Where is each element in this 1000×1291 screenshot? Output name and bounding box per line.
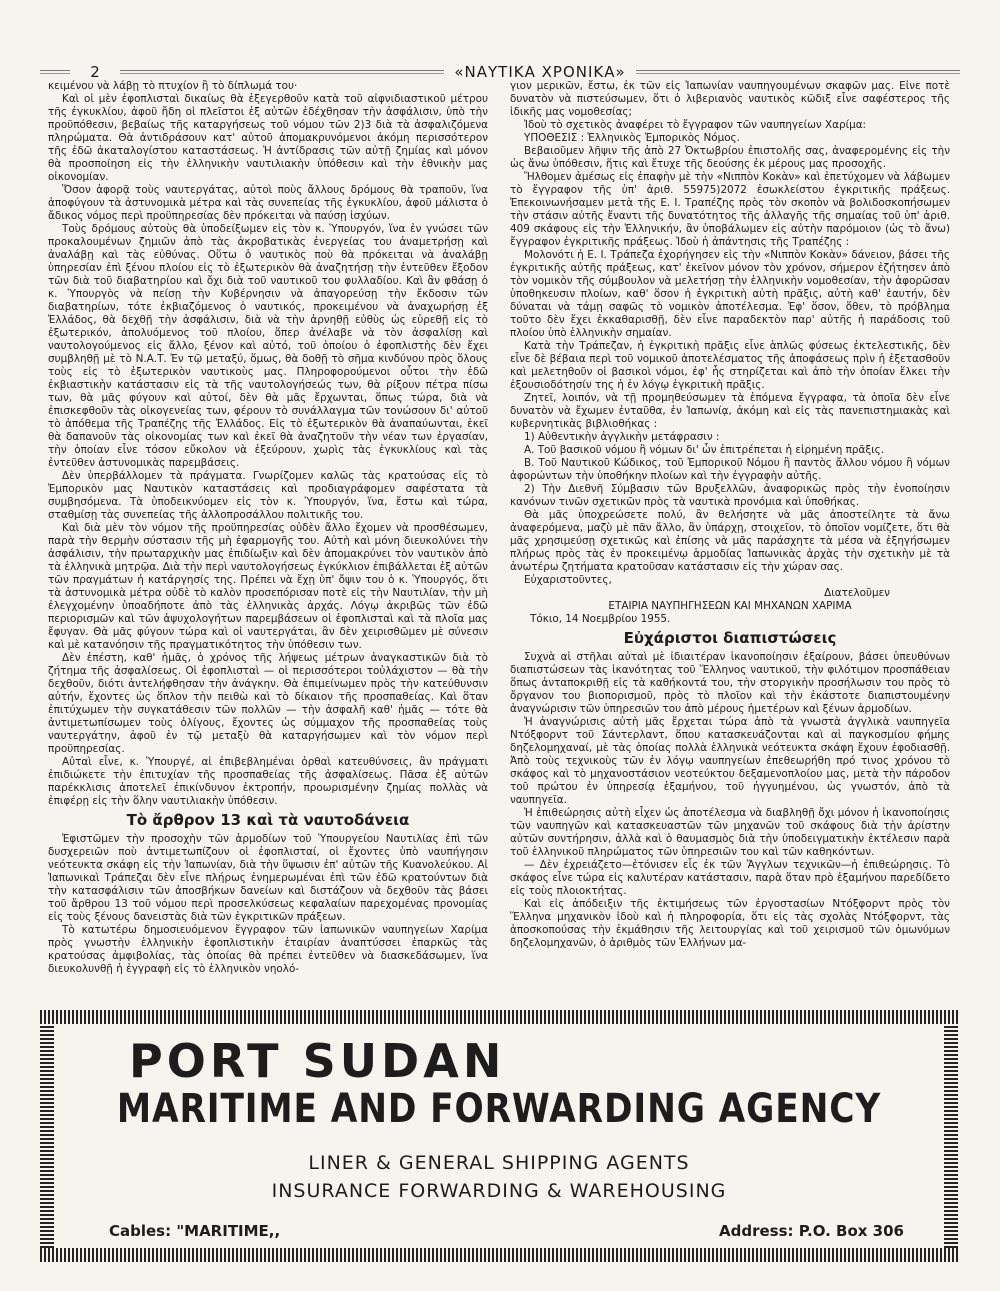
paragraph: Βεβαιοῦμεν λῆψιν τῆς ἀπὸ 27 Ὀκτωβρίου ἐπιστολῆς σας, ἀναφερομένης εἰς τὴν ὡς ἄνω ὑπόθεσιν, ἥτις καὶ ἔτυχε τῆς δεούσης ἐκ μέρους μας προσοχῆς.: [510, 145, 950, 170]
paragraph: Εὐχαριστοῦντες,: [524, 574, 612, 586]
signature-date: Τόκιο, 14 Νοεμβρίου 1955.: [530, 613, 671, 625]
header-rule-right: [636, 70, 960, 74]
ad-border-bottom: [40, 1248, 958, 1262]
paragraph: ΥΠΟΘΕΣΙΣ : Ἑλληνικὸς Ἐμπορικὸς Νόμος.: [524, 132, 740, 144]
signature-company: ΕΤΑΙΡΙΑ ΝΑΥΠΗΓΗΣΕΩΝ ΚΑΙ ΜΗΧΑΝΩΝ ΧΑΡΙΜΑ: [608, 600, 852, 612]
ad-title-agency: MARITIME AND FORWARDING AGENCY: [116, 1086, 882, 1132]
left-column: [48, 80, 488, 1010]
ad-cables: Cables: "MARITIME,,: [109, 1222, 281, 1240]
page-header: [40, 62, 960, 82]
paragraph: Β. Τοῦ Ναυτικοῦ Κώδικος, τοῦ Ἐμπορικοῦ Νόμου ἢ παντὸς ἄλλου νόμου ἢ νόμων ἀφορώντων τὴν ὑποθήκην πλοίων καὶ τὴν ἐγγραφὴν αὐτῆς.: [510, 457, 950, 482]
paragraph: Δὲν ὑπερβάλλομεν τὰ πράγματα. Γνωρίζομεν καλῶς τὰς κρατούσας εἰς τὸ Ἐμπορικὸν μας Ναυτικὸν καταστάσεις καὶ προδιαγράφομεν σαφέστατα τὰ συμβησόμενα. Τὰ ὑποδεικνύομεν εἰς τὸν κ. Ὑπουργόν, ἵνα, ἔστω καὶ τώρα, σταθμίσῃ τὰς συνεπείας τῆς ἀλλοπροσάλλου πολιτικῆς του.: [48, 470, 488, 521]
paragraph: Καὶ εἰς ἀπόδειξιν τῆς ἐκτιμήσεως τῶν ἐργοστασίων Ντόξφορντ πρὸς τὸν Ἕλληνα μηχανικὸν ἰδοὺ καὶ ἡ πληροφορία, ὅτι εἰς τὰς σχολὰς Ντόξφορντ, τὰς ἀποσκοπούσας τὴν ἐκμάθησιν τῆς λειτουργίας καὶ τοῦ χειρισμοῦ τῶν ὁμωνύμων δηζελομηχανῶν, ὁ ἀριθμὸς τῶν Ἑλλήνων μα-: [510, 897, 950, 949]
section-heading-article-13: Τὸ ἄρθρον 13 καὶ τὰ ναυτοδάνεια: [126, 811, 410, 829]
ad-title-port-sudan: PORT SUDAN: [129, 1034, 506, 1088]
paragraph: — Δὲν ἐχρειάζετο—ἐτόνισεν εἷς ἐκ τῶν Ἄγγλων τεχνικῶν—ἡ ἐπιθεώρησις. Τὸ σκάφος εἶνε τώρα εἰς καλυτέραν κατάστασιν, παρὰ ὅταν πρὸ ἑξαμήνου παρεδίδετο εἰς τοὺς πλοιοκτήτας.: [510, 858, 950, 897]
header-rule-left: [40, 70, 70, 74]
header-rule-middle: [120, 70, 444, 74]
paragraph: Καὶ διὰ μὲν τὸν νόμον τῆς προϋπηρεσίας οὐδὲν ἄλλο ἔχομεν νὰ προσθέσωμεν, παρὰ τὴν θερμὴν σύστασιν τῆς μὴ ἐφαρμογῆς του. Αὐτὴ καὶ μόνη διευκολύνει τὴν ἀσφάλισιν, τὴν πρωταρχικὴν μας ἐπιδίωξιν καὶ δὲν ἀπομακρύνει τὸν ναυτικὸν ἀπὸ τὰ ἑλληνικὰ μητρῷα. Διὰ τὴν περὶ ναυτολογήσεως ἐγκύκλιον ἐπιβάλλεται ἐξ αὐτῶν τῶν πραγμάτων ἡ κατάργησίς της. Πρέπει νὰ ἔχῃ ὑπ' ὄψιν του ὁ κ. Ὑπουργός, ὅτι τὰ ἀστυνομικὰ μέτρα οὐδὲ τὸ καλὸν προσεπόρισαν ποτὲ εἰς τὴν Ναυτιλίαν, τὴν μὴ ἐλεγχομένην ὑποαδήποτε ἀπὸ τὰς ἑλληνικὰς ἀρχάς. Λόγῳ ἀκριβῶς τῶν ἐδῶ περιορισμῶν καὶ τῶν ἀψυχολογήτων παρεμβάσεων οἱ ἐφοπλισταὶ καὶ τὰ πλοῖα μας ἔφυγαν. Θὰ μᾶς φύγουν τώρα καὶ οἱ ναυτεργάται, ἂν δὲν χειρισθῶμεν μὲ σύνεσιν καὶ μὲ κατανόησιν τῆς πραγματικότητος τὴν ὑπόθεσιν των.: [48, 522, 488, 651]
paragraph: Ὅσον ἀφορᾷ τοὺς ναυτεργάτας, αὐτοὶ ποὺς ἄλλους δρόμους θὰ τραποῦν, ἵνα ἀποφύγουν τὰ ἀστυνομικὰ μέτρα καὶ τὰς συνεπείας τῆς ἐγκυκλίου, ἀφοῦ μάλιστα ὁ ἄδικος νόμος περὶ προϋπηρεσίας δὲν πρόκειται νὰ παύσῃ ἰσχύων.: [48, 184, 488, 222]
paragraph: Ἤλθομεν ἀμέσως εἰς ἐπαφὴν μὲ τὴν «Νιππὸν Κοκὰν» καὶ ἐπετύχομεν νὰ λάβωμεν τὸ ἔγγραφον τῆς ὑπ' ἀριθ. 55975)2072 ἐσωκλείστου ἐγκριτικῆς πράξεως. Ἐπεκοινωνήσαμεν μετὰ τῆς Ε. Ι. Τραπέζης πρὸς τὸν σκοπὸν νὰ βολιδοσκοπήσωμεν τὴν στάσιν αὐτῆς ἔναντι τῆς δυνατότητος τῆς ἀλλαγῆς τῆς σημαίας τοῦ ὑπ' ἀριθ. 409 σκάφους εἰς τὴν Ἑλληνικήν, ἂν ὑποβάλωμεν εἰς αὐτὴν παρόμοιον (ὡς τὸ ἄνω) ἔγγραφον ἐγκριτικῆς πράξεως. Ἰδοὺ ἡ ἀπάντησις τῆς Τραπέζης :: [510, 171, 950, 248]
paragraph: Τὸ κατωτέρω δημοσιευόμενον ἔγγραφον τῶν ἰαπωνικῶν ναυπηγείων Χαρίμα πρὸς γνωστὴν ἑλληνικὴν ἐφοπλιστικὴν ἑταιρίαν ἀναπτύσσει ἐπαρκῶς τὰς κρατούσας ἀμφιβολίας, τὰς ὁποίας θὰ πρέπει ἐντεῦθεν νὰ διασκεδάσωμεν, ἵνα διευκολυνθῇ ἡ ἐγγραφὴ εἰς τὸ ἑλληνικὸν νηολό-: [48, 923, 488, 975]
signature-closing: Διατελοῦμεν: [824, 587, 890, 599]
section-heading-pleasant-findings: Εὐχάριστοι διαπιστώσεις: [623, 629, 837, 647]
article-columns: [48, 80, 950, 1010]
paragraph: Κατὰ τὴν Τράπεζαν, ἡ ἐγκριτικὴ πρᾶξις εἶνε ἁπλῶς φύσεως ἐκτελεστικῆς, δὲν εἶνε δὲ βέβαια περὶ τοῦ νομικοῦ ἀποτελέσματος τῆς ἀποφάσεως πρὶν ἡ ἐξετασθοῦν καὶ μελετηθοῦν οἱ βασικοὶ νόμοι, ἐφ' ἧς στηρίζεται καὶ ἀπὸ τὴν ὁποίαν ἕλκει τὴν ἐξουσιοδότησίν της ἡ ἐν λόγῳ ἐγκριτικὴ πρᾶξις.: [510, 340, 950, 391]
paragraph: Α. Τοῦ βασικοῦ νόμου ἢ νόμων δι' ὧν ἐπιτρέπεται ἡ εἰρημένη πρᾶξις.: [524, 444, 885, 456]
paragraph: Ἐφιστῶμεν τὴν προσοχὴν τῶν ἁρμοδίων τοῦ Ὑπουργείου Ναυτιλίας ἐπὶ τῶν δυσχερειῶν ποὺ ἀντιμετωπίζουν οἱ ἐφοπλισταί, οἱ ἔχοντες ὑπὸ ναυπήγησιν νεότευκτα σκάφη εἰς τὴν Ἰαπωνίαν, διὰ τὴν ὕψωσιν ἐπ' αὐτῶν τῆς Κυανολεύκου. Αἱ Ἰαπωνικαὶ Τράπεζαι δὲν εἶνε πλήρως ἐνημερωμέναι ἐπὶ τῶν ἐδῶ κρατούντων διὰ τὴν κατασφάλισιν τῶν ἀποσβήκων δανείων καὶ διστάζουν νὰ δεχθοῦν τὰς βάσει τοῦ ἄρθρου 13 τοῦ νόμου περὶ προσελκύσεως κεφαλαίων παρεχομένας προνομίας εἰς τοὺς ξένους δανειστὰς διὰ τῶν ἐγκριτικῶν πράξεων.: [48, 832, 488, 923]
paragraph: Συχνὰ αἱ στῆλαι αὐταὶ μὲ ἰδιαιτέραν ἱκανοποίησιν ἐξαίρουν, βάσει ὑπευθύνων διαπιστώσεων τὰς ἱκανότητας τοῦ Ἕλληνος ναυτικοῦ, τὴν φιλότιμον προσπάθειαν ὅπως ἀνταποκριθῇ εἰς τὰ καθήκοντά του, τὴν στοργικὴν προσήλωσιν του πρὸς τὸ ὄργανον του βιοπορισμοῦ, πρὸς τὸ πλοῖον καὶ τὴν ἑκάστοτε διαπιστουμένην ἀναγνώρισιν τῶν ὑπηρεσιῶν του ἀπὸ μέρους ἡμετέρων καὶ ξένων ἁρμοδίων.: [510, 650, 950, 715]
running-head: «ΝΑΥΤΙΚΑ ΧΡΟΝΙΚΑ»: [454, 63, 626, 81]
ad-border-left: [40, 1024, 54, 1248]
paragraph: 1) Αὐθεντικὴν ἀγγλικὴν μετάφρασιν :: [524, 431, 720, 443]
paragraph: κειμένου νὰ λάβῃ τὸ πτυχίον ἢ τὸ δίπλωμά του·: [48, 80, 298, 92]
paragraph: Τοὺς δρόμους αὐτοὺς θὰ ὑποδείξωμεν εἰς τὸν κ. Ὑπουργόν, ἵνα ἐν γνώσει τῶν προκαλουμένων ζημιῶν ἀπὸ τὰς ἀκροβατικὰς ἐνεργείας του ἀναμετρήσῃ καὶ ἀναλάβῃ καὶ τὰς εὐθύνας. Οὕτω ὁ ναυτικὸς ποὺ θὰ πρόκειται νὰ ἀναλάβῃ ὑπηρεσίαν ἐπὶ ξένου πλοίου εἰς τὸ ἐξωτερικὸν θὰ ἀναζητήσῃ τὴν ἐντεῦθεν ἔξοδον τῶν διὰ τοῦ διαβατηρίου καὶ ὄχι διὰ τοῦ ναυτικοῦ του φυλλαδίου. Καὶ ἂν φθάσῃ ὁ κ. Ὑπουργὸς νὰ πείσῃ τὴν Κυβέρνησιν νὰ ἀπαγορεύσῃ τὴν ἔκδοσιν τῶν διαβατηρίων, τότε ἐκβιαζόμενος ὁ ναυτικός, προκειμένου νὰ ἀναχωρήσῃ ἐξ Ἑλλάδος, θὰ δεχθῇ τὴν ἀσφάλισιν, διὰ νὰ τὴν ἀρνηθῇ εὐθὺς ὡς εὑρεθῇ εἰς τὸ ἐξωτερικόν, ἀπολυόμενος τοῦ πλοίου, ὅπερ ἀνέλαβε νὰ τὸν ἀσφαλίσῃ καὶ ναυτολογούμενος εἰς ἄλλο, ξένον καὶ αὐτό, τοῦ ὁποίου ὁ ἐφοπλιστὴς δὲν ἔχει συμβληθῇ μὲ τὸ Ν.Α.Τ. Ἐν τῷ μεταξύ, ὅμως, θὰ δοθῇ τὸ σῆμα κινδύνου πρὸς ὅλους τοὺς εἰς τὸ ἐξωτερικὸν ναυτικοὺς μας. Πληροφορούμενοι οὗτοι τὴν ἐδῶ ἐκβιαστικὴν κατάστασιν εἰς τὰ τῆς ναυτολογήσεώς των, θὰ ρίξουν πέτρα πίσω των, θὰ μᾶς φύγουν καὶ αὐτοί, δὲν θὰ μᾶς ἔρχωνται, ὅπως τώρα, διὰ νὰ ἐπισκεφθοῦν τὰς οἰκογενείας των, φέρουν τὸ συνάλλαγμα τῶν τονώσουν δι' αὐτοῦ τὸ ἀπόθεμα τῆς Τραπέζης τῆς Ἑλλάδος. Εἰς τὸ ἐξωτερικὸν θὰ ἀναπαύωνται, ἐκεῖ θὰ δαπανοῦν τὰς οἰκονομίας των καὶ ἐκεῖ θὰ ἀναζητοῦν τὴν νέαν των ἐργασίαν, τὴν ὁποίαν εἶνε τόσον εὔκολον νὰ ἐξεύρουν, χωρὶς τὰς ἐγκυκλίους καὶ τὰς ἐντεῦθεν ἀστυνομικὰς παρεμβάσεις.: [48, 223, 488, 469]
paragraph: Ἡ ἀναγνώρισις αὐτὴ μᾶς ἔρχεται τώρα ἀπὸ τὰ γνωστὰ ἀγγλικὰ ναυπηγεῖα Ντόξφορντ τοῦ Σάντερλαντ, ὅπου κατασκευάζονται καὶ αἱ παγκοσμίου φήμης δηζελομηχαναί, μὲ τὰς ὁποίας πολλὰ ἑλληνικὰ νεότευκτα σκάφη ἔχουν ἐφοδιασθῇ. Ἀπὸ τοὺς τεχνικοὺς τῶν ἐν λόγῳ ναυπηγείων ἐπεθεωρήθη πρό τινος χρόνου τὸ σκάφος καὶ τὸ μηχανοστάσιον νεοτεύκτου δεξαμενοπλοίου μας, μετὰ τὴν πάροδον τοῦ πρώτου ἐν ὑπηρεσίᾳ ἑξαμήνου, τοῦ ἠγγυημένου, ὡς γνωστόν, ἀπὸ τὰ ναυπηγεῖα.: [510, 715, 950, 806]
paragraph: γιον μερικῶν, ἔστω, ἐκ τῶν εἰς Ἰαπωνίαν ναυπηγουμένων σκαφῶν μας. Εἶνε ποτὲ δυνατὸν νὰ πιστεύσωμεν, ὅτι ὁ λιβεριανὸς ναυτικὸς κῶδιξ εἶνε σαφέστερος τῆς ἰδικῆς μας νομοθεσίας;: [510, 80, 950, 118]
ad-body: [54, 1024, 944, 1248]
paragraph: Μολονότι ἡ Ε. Ι. Τράπεζα ἐχορήγησεν εἰς τὴν «Νιππὸν Κοκὰν» δάνειον, βάσει τῆς ἐγκριτικῆς αὐτῆς πράξεως, κατ' ἐκεῖνον μόνον τὸν χρόνον, σήμερον ἐζήτησεν ἀπὸ τὸν νομικὸν τῆς σύμβουλον νὰ μελετήσῃ τὴν ἑλληνικὴν νομοθεσίαν, τὴν ἀφορῶσαν ὑποθηκευσιν πλοίων, καθ' ὅσον ἡ ἐγκριτικὴ αὐτὴ πρᾶξις, αὐτὴ καθ' ἑαυτήν, δὲν δύναται νὰ τάμῃ σαφῶς τὸ νομικὸν ἀποτέλεσμα. Ἐφ' ὅσον, ὅθεν, τὸ πρόβλημα τοῦτο δὲν ἔχει ἐκκαθαρισθῇ, δὲν εἶνε παραδεκτὸν παρ' αὐτῆς ἡ παράδοσις τοῦ πλοίου ὑπὸ ἑλληνικὴν σημαίαν.: [510, 249, 950, 339]
ad-border-right: [944, 1024, 958, 1248]
paragraph: Θὰ μᾶς ὑποχρεώσετε πολύ, ἂν θελήσητε νὰ μᾶς ἀποστείλητε τὰ ἄνω ἀναφερόμενα, μαζὺ μὲ πᾶν ἄλλο, ἂν ὑπάρχῃ, στοιχεῖον, τὸ ὁποῖον νομίζετε, ὅτι θὰ μᾶς χρησιμεύσῃ σχετικῶς καὶ ἐπίσης νὰ μᾶς παράσχητε τὰ μέσα νὰ ἐξηγήσωμεν πλήρως πρὸς τὰς ἐν προκειμένῳ ἁρμοδίας Ἰαπωνικὰς ἀρχὰς τὴν σχετικὴν μὲ τὰ ἀνωτέρω ζητήματα κρατοῦσαν κατάστασιν εἰς τὴν χώραν σας.: [510, 509, 950, 573]
paragraph: Δὲν ἐπέστη, καθ' ἡμᾶς, ὁ χρόνος τῆς λήψεως μέτρων ἀναγκαστικῶν διὰ τὸ ζήτημα τῆς ἀσφαλίσεως. Οἱ ἐφοπλισταὶ — οἱ περισσότεροι τοὐλάχιστον — θὰ τὴν δεχθοῦν, διότι ἀντελήφθησαν τὴν ἀνάγκην. Θὰ ἐπιμείνωμεν πρὸς τὴν κατεύθυνσιν αὐτήν, ἔχοντες ὡς ὅπλον τὴν πειθὼ καὶ τὸ δίκαιον τῆς προσπαθείας. Καὶ ὅταν ἐπιτύχωμεν τὴν συγκατάθεσιν τῶν πολλῶν — τὴν ἀσφαλῆ καθ' ἡμᾶς — τότε θὰ ἀντιμετωπίσωμεν τοὺς ὀλίγους, ἔχοντες ὡς σύμμαχον τῆς προσπαθείας τοὺς ναυτεργάτην, ἀφοῦ ἐν τῷ μεταξὺ θὰ καταργήσωμεν καὶ τὸν νόμον περὶ προϋπηρεσίας.: [48, 652, 488, 755]
ad-services-line-2: INSURANCE FORWARDING & WAREHOUSING: [271, 1180, 727, 1202]
ad-address: Address: P.O. Box 306: [719, 1222, 904, 1240]
ad-border-top: [40, 1010, 958, 1024]
right-column: [510, 80, 950, 1010]
paragraph: Ἡ ἐπιθεώρησις αὐτὴ εἶχεν ὡς ἀποτέλεσμα νὰ διαβληθῇ ὄχι μόνον ἡ ἱκανοποίησις τῶν ναυπηγῶν καὶ κατασκευαστῶν τῶν μηχανῶν τοῦ σκάφους διὰ τὴν ἀρίστην αὐτῶν συντήρησιν, ἀλλὰ καὶ ὁ θαυμασμὸς διὰ τὴν ὑποδειγματικὴν ἐκτέλεσιν παρὰ τοῦ ἑλληνικοῦ πληρώματος τῶν ὑπηρεσιῶν του καὶ τῶν καθηκόντων.: [510, 806, 950, 858]
port-sudan-advertisement: [40, 1010, 958, 1262]
page-number: 2: [90, 63, 100, 81]
paragraph: 2) Τὴν Διεθνῆ Σύμβασιν τῶν Βρυξελλῶν, ἀναφορικῶς πρὸς τὴν ἑνοποίησιν κανόνων τινῶν σχετικῶν πρὸς τὰ ναυτικὰ προνόμια καὶ ὑποθήκας.: [510, 483, 950, 508]
paragraph: Ἰδοὺ τὸ σχετικὸς ἀναφέρει τὸ ἔγγραφον τῶν ναυπηγείων Χαρίμα:: [524, 119, 867, 131]
paragraph: Καὶ οἱ μὲν ἐφοπλισταὶ δικαίως θὰ ἐξεγερθοῦν κατὰ τοῦ αἰφνιδιαστικοῦ μέτρου τῆς ἐγκυκλίου, ἀφοῦ ἤδη οἱ πλεῖστοι ἐξ αὐτῶν ἐδέχθησαν τὴν ἀσφάλισιν, ὑπὸ τὴν προϋπόθεσιν, βεβαίως τῆς καταργήσεως τοῦ νόμου τῶν 2)3 διὰ τὰ ἀσφαλιζόμενα πληρώματα. Θὰ ἀντιδράσουν κατ' αὐτοῦ ἀπομακρυνόμενοι ἀκόμη περισσότερον τῆς ἐδῶ ἀκαταλογίστου καταστάσεως. Ἡ ἀντίδρασις τῶν αὐτῇ ζημίας καὶ μόνον θὰ προσποίηση εἰς τὴν ἑλληνικὴν ναυτιλιακὴν ὑπόθεσιν καὶ τὴν ἐθνικὴν μας οἰκονομίαν.: [48, 93, 488, 183]
paragraph: Αὐταὶ εἶνε, κ. Ὑπουργέ, αἱ ἐπιβεβλημέναι ὀρθαὶ κατευθύνσεις, ἂν πράγματι ἐπιδιώκετε τὴν ἐπιτυχίαν τῆς προσπαθείας τῆς ἀσφαλίσεως. Πᾶσα ἐξ αὐτῶν παρέκκλισις ἀποτελεῖ ἐπικίνδυνον ἐκτροπήν, προωρισμένην ζημίας πολλὰς νὰ ἐπιφέρῃ εἰς τὴν ὅλην ναυτιλιακὴν ὑπόθεσιν.: [48, 756, 488, 807]
paragraph: Ζητεῖ, λοιπόν, νὰ τῇ προμηθεύσωμεν τὰ ἑπόμενα ἔγγραφα, τὰ ὁποῖα δὲν εἶνε δυνατὸν νὰ ἔχωμεν ἐνταῦθα, ἐν Ἰαπωνίᾳ, ἀκόμη καὶ εἰς τὰς πανεπιστημιακὰς καὶ κυβερνητικὰς βιβλιοθήκας :: [510, 392, 950, 430]
ad-services-line-1: LINER & GENERAL SHIPPING AGENTS: [308, 1152, 690, 1174]
